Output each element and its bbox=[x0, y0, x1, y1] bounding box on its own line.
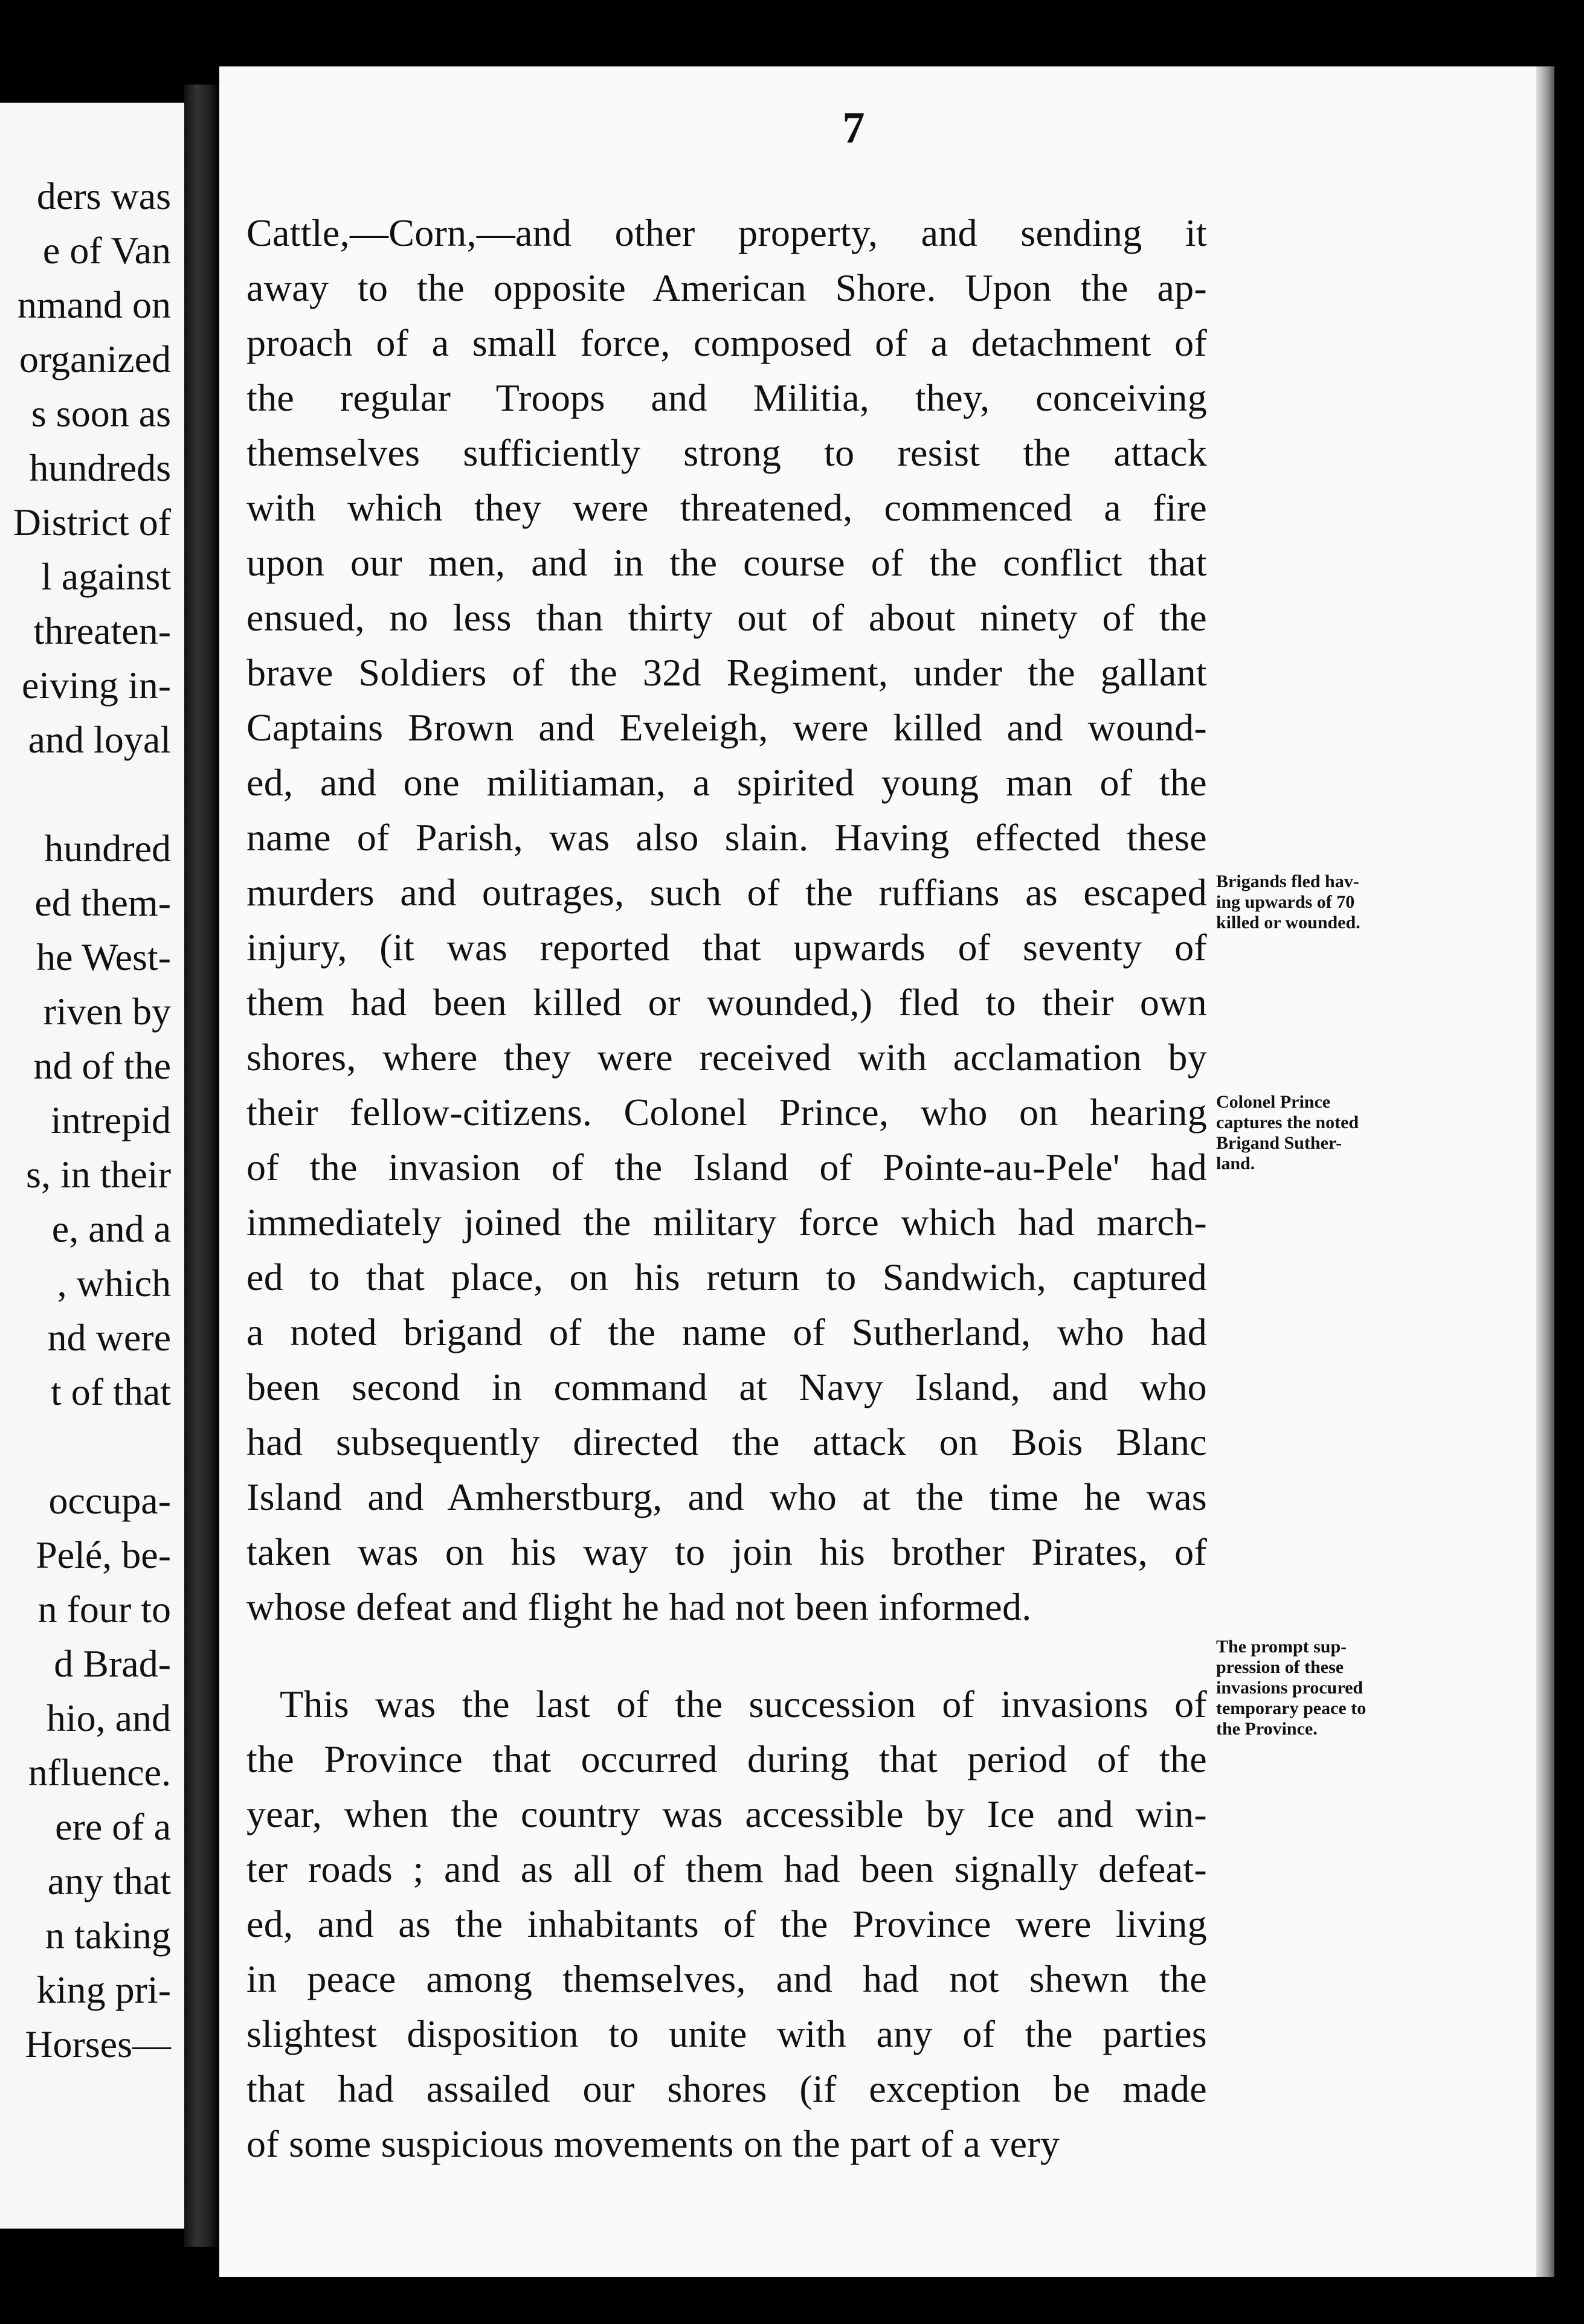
left-page-line: ed them- bbox=[34, 881, 171, 924]
text-line: murders and outrages, such of the ruffians as escaped bbox=[246, 871, 1207, 914]
text-line: ed, and one militiaman, a spirited young man of the bbox=[246, 761, 1207, 804]
text-line: brave Soldiers of the 32d Regiment, under the gallant bbox=[246, 651, 1207, 694]
left-page-line: n taking bbox=[45, 1914, 171, 1957]
left-page-line: nd were bbox=[47, 1316, 171, 1359]
left-page-line: occupa- bbox=[48, 1479, 171, 1522]
paragraph-break bbox=[246, 1634, 1207, 1677]
left-page-line: king pri- bbox=[36, 1968, 171, 2011]
left-page-line: nd of the bbox=[33, 1044, 171, 1087]
left-page-text bbox=[13, 169, 171, 2072]
book-gutter bbox=[184, 85, 219, 2247]
text-line: taken was on his way to join his brother Pirates, of bbox=[246, 1530, 1207, 1573]
text-line: with which they were threatened, commenced a fire bbox=[246, 486, 1207, 529]
text-line: proach of a small force, composed of a detachment of bbox=[246, 321, 1207, 364]
text-line: year, when the country was accessible by Ice and win- bbox=[246, 1793, 1207, 1835]
text-line: ed, and as the inhabitants of the Province were living bbox=[246, 1902, 1207, 1945]
margin-note-line: temporary peace to bbox=[1216, 1698, 1367, 1718]
left-page-line: n four to bbox=[37, 1588, 171, 1631]
left-page-line: threaten- bbox=[33, 609, 171, 652]
text-line: injury, (it was reported that upwards of seventy of bbox=[246, 926, 1207, 969]
text-line: name of Parish, was also slain. Having effected these bbox=[246, 816, 1207, 859]
left-page-line: hundreds bbox=[29, 446, 171, 489]
text-line: whose defeat and flight he had not been informed. bbox=[246, 1585, 1032, 1628]
margin-note-line: killed or wounded. bbox=[1216, 913, 1360, 932]
margin-note-line: land. bbox=[1216, 1154, 1255, 1173]
left-page-line: hio, and bbox=[46, 1696, 171, 1739]
left-page-line bbox=[13, 767, 171, 821]
margin-note-line: captures the noted bbox=[1216, 1112, 1359, 1132]
text-line: them had been killed or wounded,) fled to their own bbox=[246, 981, 1207, 1024]
left-page-line: ders was bbox=[36, 175, 171, 217]
margin-note-line: Brigands fled hav- bbox=[1216, 872, 1359, 891]
left-page-line: e, and a bbox=[51, 1207, 171, 1250]
left-page-line: d Brad- bbox=[54, 1642, 171, 1685]
left-page-fragment bbox=[0, 103, 184, 2229]
left-page-line: e of Van bbox=[42, 229, 171, 272]
text-line: This was the last of the succession of invasions of bbox=[280, 1683, 1207, 1725]
text-line: of some suspicious movements on the part of a very bbox=[246, 2122, 1060, 2165]
margin-note-colonel-prince bbox=[1216, 1092, 1458, 1174]
left-page-line: nfluence. bbox=[28, 1751, 171, 1794]
text-line: that had assailed our shores (if exception be made bbox=[246, 2067, 1207, 2110]
left-page-line: l against bbox=[40, 555, 171, 598]
left-page-line: eiving in- bbox=[21, 664, 171, 707]
text-line: been second in command at Navy Island, and who bbox=[246, 1366, 1207, 1408]
page-edge bbox=[1536, 66, 1554, 2277]
margin-note-line: Colonel Prince bbox=[1216, 1092, 1331, 1112]
text-line: a noted brigand of the name of Sutherland, who had bbox=[246, 1311, 1207, 1353]
left-page-line: intrepid bbox=[50, 1099, 171, 1141]
text-line: the Province that occurred during that period of the bbox=[246, 1738, 1207, 1780]
margin-note-line: Brigand Suther- bbox=[1216, 1133, 1342, 1153]
text-line: their fellow-citizens. Colonel Prince, who on hearing bbox=[246, 1091, 1207, 1134]
text-line: Captains Brown and Eveleigh, were killed and wound- bbox=[246, 706, 1207, 749]
left-page-line: , which bbox=[57, 1262, 171, 1305]
text-line: shores, where they were received with acclamation by bbox=[246, 1036, 1207, 1079]
margin-note-line: the Province. bbox=[1216, 1719, 1318, 1739]
left-page-line: Pelé, be- bbox=[36, 1533, 171, 1576]
margin-note-prompt-suppression bbox=[1216, 1637, 1458, 1739]
margin-note-brigands bbox=[1216, 872, 1458, 933]
left-page-line: ere of a bbox=[55, 1805, 171, 1848]
margin-note-line: The prompt sup- bbox=[1216, 1637, 1347, 1657]
left-page-line bbox=[13, 1419, 171, 1474]
text-line: away to the opposite American Shore. Upon the ap- bbox=[246, 266, 1207, 309]
text-line: ed to that place, on his return to Sandwich, captured bbox=[246, 1256, 1207, 1298]
left-page-line: nmand on bbox=[17, 283, 171, 326]
text-line: in peace among themselves, and had not shewn the bbox=[246, 1957, 1207, 2000]
text-line: of the invasion of the Island of Pointe-au-Pele' had bbox=[246, 1146, 1207, 1189]
text-line: had subsequently directed the attack on Bois Blanc bbox=[246, 1420, 1207, 1463]
margin-note-line: ing upwards of 70 bbox=[1216, 892, 1355, 912]
text-line: themselves sufficiently strong to resist the attack bbox=[246, 431, 1207, 474]
left-page-line: District of bbox=[13, 501, 171, 544]
text-line: Cattle,—Corn,—and other property, and sending it bbox=[246, 211, 1207, 254]
text-line: the regular Troops and Militia, they, conceiving bbox=[246, 376, 1207, 419]
text-line: Island and Amherstburg, and who at the time he was bbox=[246, 1475, 1207, 1518]
left-page-line: and loyal bbox=[28, 718, 171, 761]
left-page-line: t of that bbox=[50, 1370, 171, 1413]
page-number: 7 bbox=[842, 103, 865, 153]
left-page-line: riven by bbox=[43, 990, 171, 1033]
text-line: upon our men, and in the course of the conflict that bbox=[246, 541, 1207, 584]
text-line: ensued, no less than thirty out of about ninety of the bbox=[246, 596, 1207, 639]
left-page-line: hundred bbox=[44, 827, 171, 870]
left-page-line: organized bbox=[19, 338, 171, 380]
left-page-line: any that bbox=[47, 1860, 171, 1902]
main-page bbox=[219, 66, 1554, 2277]
left-page-line: Horses— bbox=[25, 2023, 171, 2066]
left-page-line: he West- bbox=[36, 936, 171, 978]
text-line: immediately joined the military force which had march- bbox=[246, 1201, 1207, 1244]
left-page-line: s soon as bbox=[31, 392, 171, 435]
body-text bbox=[246, 205, 1207, 2171]
left-page-line: s, in their bbox=[26, 1153, 171, 1196]
margin-note-line: pression of these bbox=[1216, 1657, 1344, 1677]
text-line: slightest disposition to unite with any of the parties bbox=[246, 2012, 1207, 2055]
margin-note-line: invasions procured bbox=[1216, 1678, 1363, 1698]
text-line: ter roads ; and as all of them had been signally defeat- bbox=[246, 1847, 1207, 1890]
